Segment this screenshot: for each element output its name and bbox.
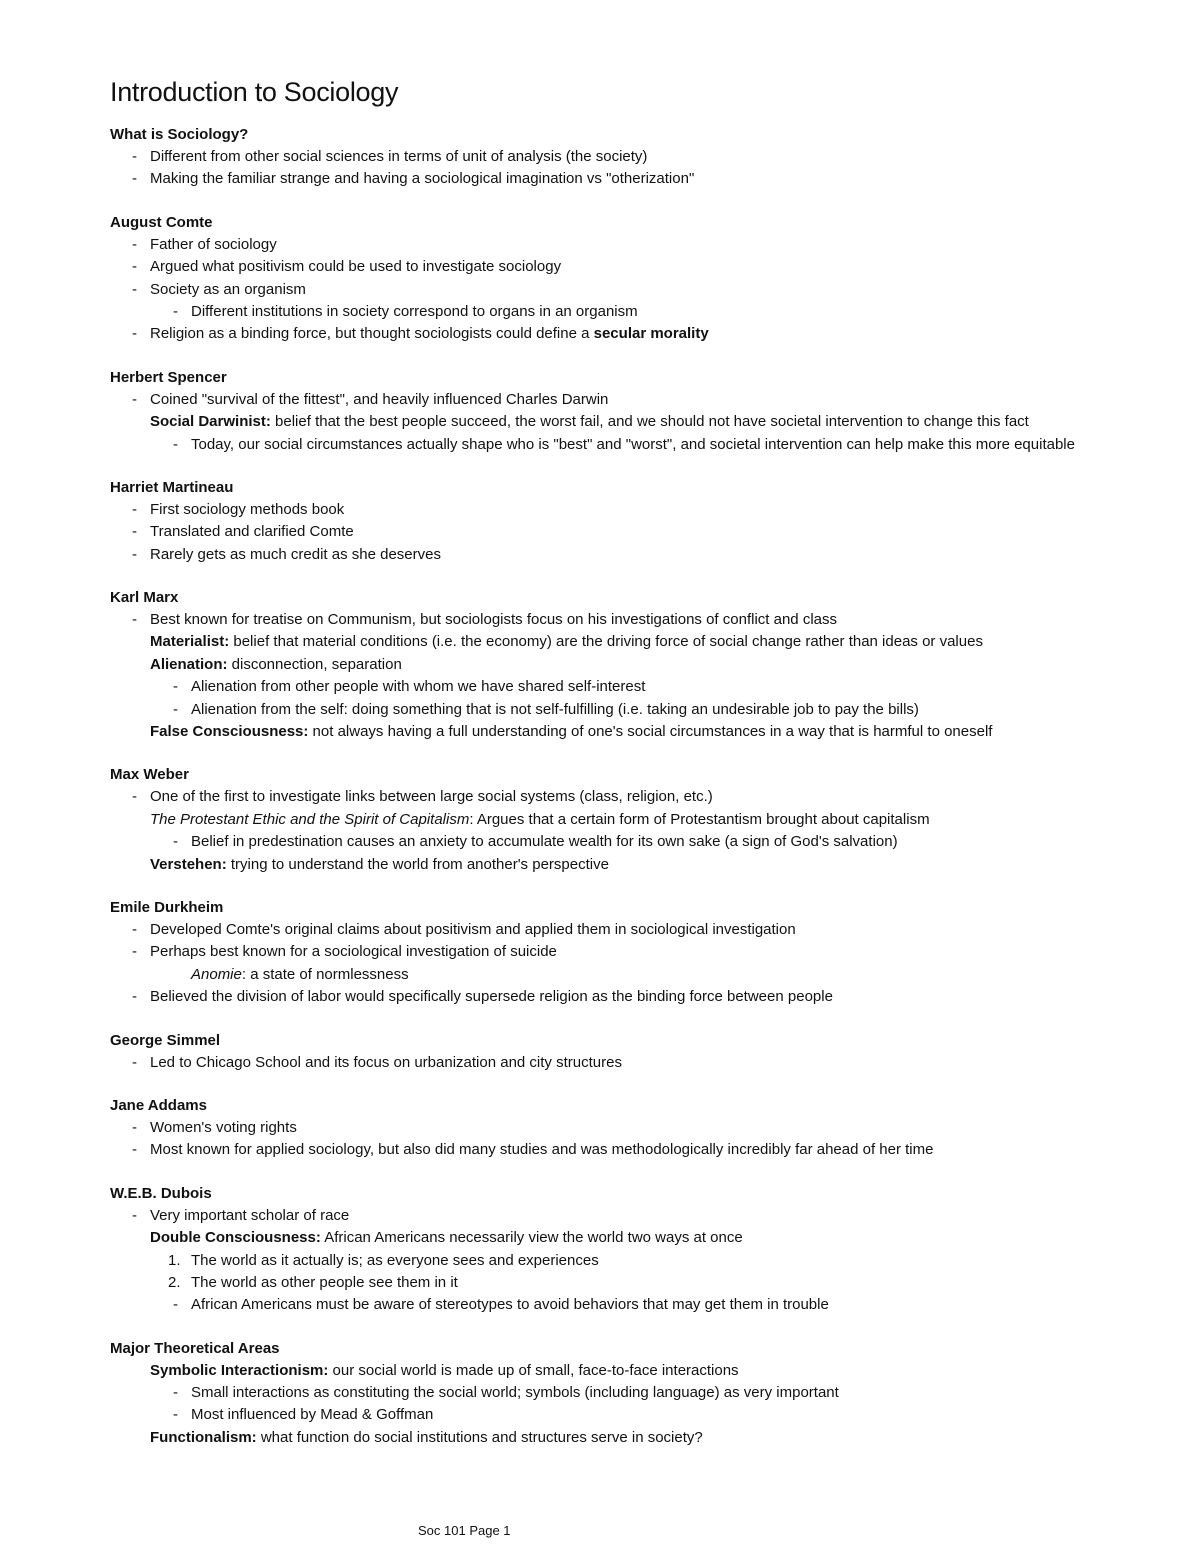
definition-line	[110, 411, 1196, 433]
definition-line	[110, 1360, 1196, 1382]
list-item	[110, 146, 1196, 168]
bullet-dash: -	[173, 1296, 178, 1314]
definition-line	[110, 631, 1196, 653]
section	[110, 367, 1196, 456]
section	[110, 587, 1196, 743]
list-item	[110, 1382, 1196, 1404]
key-term: Social Darwinist:	[150, 413, 271, 431]
list-item	[110, 1404, 1196, 1426]
notes-body	[110, 124, 1196, 1449]
list-item	[110, 434, 1196, 456]
italic-term: Anomie	[191, 965, 242, 983]
definition-line	[110, 1227, 1196, 1249]
bullet-dash: -	[173, 833, 178, 851]
bullet-dash: -	[132, 545, 137, 563]
list-item	[110, 389, 1196, 411]
section-heading: W.E.B. Dubois	[110, 1184, 212, 1202]
list-item	[110, 1139, 1196, 1161]
list-item	[110, 234, 1196, 256]
list-item	[110, 986, 1196, 1008]
key-term: Verstehen:	[150, 855, 227, 873]
key-term: Functionalism:	[150, 1428, 257, 1446]
line-text: One of the first to investigate links between large social systems (class, religion, etc.)	[150, 788, 713, 806]
line-text: Translated and clarified Comte	[150, 523, 354, 541]
section	[110, 764, 1196, 876]
line-text: Different from other social sciences in terms of unit of analysis (the society)	[150, 148, 648, 165]
bullet-dash: -	[132, 500, 137, 518]
key-term: Materialist:	[150, 633, 230, 651]
line-text: Religion as a binding force, but thought sociologists could define a	[150, 325, 594, 343]
line-text: Best known for treatise on Communism, but sociologists focus on his investigations of conflict and class	[150, 611, 837, 629]
bullet-dash: -	[132, 788, 137, 806]
line-text: : a state of normlessness	[241, 965, 409, 983]
key-term: Alienation:	[150, 655, 228, 673]
list-item	[110, 919, 1196, 941]
list-item	[110, 609, 1196, 631]
line-text: The world as it actually is; as everyone sees and experiences	[191, 1251, 599, 1269]
list-item	[110, 1272, 1196, 1294]
bullet-dash: -	[173, 302, 178, 320]
line-text: Rarely gets as much credit as she deserves	[150, 545, 441, 563]
list-item	[110, 1117, 1196, 1139]
line-text: Most influenced by Mead & Goffman	[191, 1406, 434, 1424]
section-heading: What is Sociology?	[110, 126, 249, 143]
line-text: Making the familiar strange and having a sociological imagination vs "otherization"	[150, 170, 695, 188]
key-term: secular morality	[593, 325, 709, 343]
key-term: Symbolic Interactionism:	[150, 1361, 329, 1379]
line-text: trying to understand the world from another's perspective	[226, 855, 609, 873]
list-item	[110, 168, 1196, 190]
definition-line	[110, 721, 1196, 743]
line-text: African Americans must be aware of stereotypes to avoid behaviors that may get them in trouble	[191, 1296, 829, 1314]
line-text: not always having a full understanding of one's social circumstances in a way that is harmful to oneself	[308, 723, 993, 741]
definition-line	[110, 654, 1196, 676]
section-heading: Max Weber	[110, 766, 189, 784]
line-text: Coined "survival of the fittest", and heavily influenced Charles Darwin	[150, 390, 609, 408]
bullet-dash: -	[132, 943, 137, 961]
list-item	[110, 279, 1196, 301]
bullet-dash: -	[132, 148, 137, 165]
line-text: Believed the division of labor would specifically supersede religion as the binding force between people	[150, 988, 833, 1006]
bullet-dash: -	[173, 435, 178, 453]
line-text: Alienation from other people with whom we have shared self-interest	[191, 678, 646, 696]
bullet-dash: -	[132, 390, 137, 408]
list-item	[110, 1294, 1196, 1316]
bullet-dash: -	[132, 1118, 137, 1136]
line-text: belief that material conditions (i.e. the economy) are the driving force of social change rather than ideas or values	[229, 633, 983, 651]
section	[110, 212, 1196, 346]
bullet-dash: -	[132, 235, 137, 253]
key-term: Double Consciousness:	[150, 1229, 321, 1247]
line-text: Argued what positivism could be used to investigate sociology	[150, 258, 562, 276]
list-item	[110, 521, 1196, 543]
section-heading: Herbert Spencer	[110, 368, 227, 386]
line-text: Led to Chicago School and its focus on urbanization and city structures	[150, 1053, 622, 1071]
bullet-dash: -	[132, 325, 137, 343]
section	[110, 1183, 1196, 1317]
definition-line	[110, 964, 1196, 986]
list-item	[110, 301, 1196, 323]
line-text: First sociology methods book	[150, 500, 345, 518]
bullet-dash: -	[132, 988, 137, 1006]
bullet-dash: -	[173, 678, 178, 696]
bullet-dash: -	[132, 170, 137, 188]
section	[110, 124, 1196, 191]
section-heading: Emile Durkheim	[110, 898, 224, 916]
line-text: Alienation from the self: doing something that is not self-fulfilling (i.e. taking an undesirable job to pay the bills)	[191, 700, 919, 718]
bullet-dash: -	[132, 920, 137, 938]
section-heading: Jane Addams	[110, 1096, 207, 1114]
list-item	[110, 676, 1196, 698]
line-text: Small interactions as constituting the social world; symbols (including language) as very important	[191, 1384, 839, 1402]
page-footer: Soc 101 Page 1	[418, 1523, 511, 1538]
bullet-dash: -	[132, 1206, 137, 1224]
bullet-dash: -	[132, 258, 137, 276]
list-item	[110, 831, 1196, 853]
page-title: Introduction to Sociology	[110, 77, 399, 107]
line-text: Perhaps best known for a sociological investigation of suicide	[150, 943, 557, 961]
key-term: False Consciousness:	[150, 723, 309, 741]
bullet-dash: -	[132, 611, 137, 629]
section	[110, 1095, 1196, 1162]
line-text: our social world is made up of small, face-to-face interactions	[328, 1361, 739, 1379]
section	[110, 477, 1196, 566]
list-item	[110, 699, 1196, 721]
bullet-dash: -	[132, 523, 137, 541]
section-heading: Karl Marx	[110, 589, 179, 607]
line-text: Different institutions in society correspond to organs in an organism	[191, 302, 638, 320]
list-item	[110, 499, 1196, 521]
bullet-dash: -	[132, 1141, 137, 1159]
section-heading: Harriet Martineau	[110, 478, 234, 496]
line-text: Women's voting rights	[150, 1118, 297, 1136]
section-heading: George Simmel	[110, 1031, 221, 1049]
definition-line	[110, 1427, 1196, 1449]
section-heading: Major Theoretical Areas	[110, 1339, 280, 1357]
line-text: Very important scholar of race	[150, 1206, 350, 1224]
section-heading: August Comte	[110, 213, 213, 231]
list-item	[110, 544, 1196, 566]
line-text: Most known for applied sociology, but also did many studies and was methodologically incredibly far ahead of her time	[150, 1141, 934, 1159]
bullet-dash: -	[132, 1053, 137, 1071]
definition-line	[110, 854, 1196, 876]
list-item	[110, 1052, 1196, 1074]
line-text: Developed Comte's original claims about positivism and applied them in sociological investigation	[150, 920, 796, 938]
bullet-dash: -	[173, 1384, 178, 1402]
list-number: 1.	[168, 1251, 181, 1269]
list-item	[110, 323, 1196, 345]
bullet-dash: -	[132, 280, 137, 298]
italic-term: The Protestant Ethic and the Spirit of Capitalism	[150, 810, 470, 828]
line-text: : Argues that a certain form of Protestantism brought about capitalism	[469, 810, 930, 828]
line-text: Belief in predestination causes an anxiety to accumulate wealth for its own sake (a sign of God's salvation)	[191, 833, 898, 851]
list-item	[110, 1250, 1196, 1272]
line-text: disconnection, separation	[227, 655, 402, 673]
list-item	[110, 941, 1196, 963]
section	[110, 1030, 1196, 1074]
list-item	[110, 786, 1196, 808]
line-text: The world as other people see them in it	[191, 1273, 458, 1291]
line-text: Today, our social circumstances actually shape who is "best" and "worst", and societal intervention can help make this more equitable	[191, 435, 1075, 453]
line-text: African Americans necessarily view the world two ways at once	[320, 1229, 743, 1247]
bullet-dash: -	[173, 1406, 178, 1424]
list-item	[110, 256, 1196, 278]
list-item	[110, 1205, 1196, 1227]
document-page	[110, 72, 1196, 1470]
line-text: belief that the best people succeed, the worst fail, and we should not have societal intervention to change this fact	[270, 413, 1029, 431]
list-number: 2.	[168, 1273, 181, 1291]
section	[110, 897, 1196, 1009]
bullet-dash: -	[173, 700, 178, 718]
definition-line	[110, 809, 1196, 831]
section	[110, 1338, 1196, 1450]
line-text: Society as an organism	[150, 280, 306, 298]
line-text: what function do social institutions and structures serve in society?	[256, 1428, 703, 1446]
line-text: Father of sociology	[150, 235, 277, 253]
